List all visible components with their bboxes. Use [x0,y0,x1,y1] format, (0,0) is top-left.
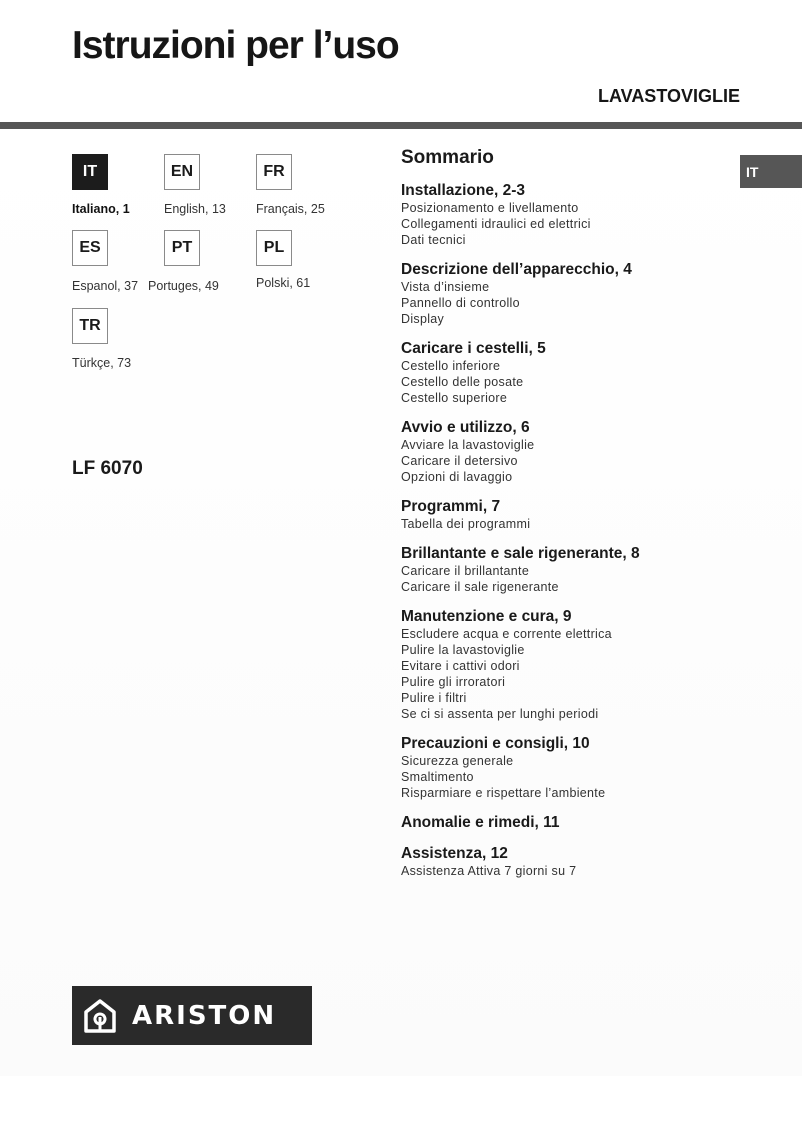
toc-item[interactable]: Collegamenti idraulici ed elettrici [401,217,591,231]
toc-item[interactable]: Evitare i cattivi odori [401,659,520,673]
lang-tab-tr[interactable] [72,308,108,344]
toc-item[interactable]: Opzioni di lavaggio [401,470,513,484]
lang-label-pl[interactable]: Polski, 61 [256,276,311,290]
toc-heading[interactable]: Assistenza, 12 [401,845,508,862]
toc-heading[interactable]: Manutenzione e cura, 9 [401,608,572,625]
toc-item[interactable]: Pulire la lavastoviglie [401,643,525,657]
lang-code: TR [79,317,101,334]
toc-item[interactable]: Avviare la lavastoviglie [401,438,535,452]
lang-tab-pl[interactable] [256,230,292,266]
lang-label-it[interactable]: Italiano, 1 [72,202,130,216]
toc-item[interactable]: Caricare il sale rigenerante [401,580,559,594]
toc-item[interactable]: Caricare il brillantante [401,564,530,578]
toc-section [401,260,731,327]
lang-label-es[interactable]: Espanol, 37 [72,279,139,293]
lang-tab-en[interactable] [164,154,200,190]
toc-section [401,844,731,879]
toc-section [401,544,731,595]
toc-heading[interactable]: Avvio e utilizzo, 6 [401,419,530,436]
page-title: Istruzioni per l’uso [72,24,399,67]
toc-heading[interactable]: Anomalie e rimedi, 11 [401,814,560,831]
header-divider [0,122,802,129]
toc-item[interactable]: Cestello delle posate [401,375,524,389]
toc-section [401,813,731,832]
model-number: LF 6070 [72,458,143,479]
toc-section [401,339,731,406]
toc-heading[interactable]: Installazione, 2-3 [401,182,526,199]
lang-code: PL [263,239,285,256]
toc-item[interactable]: Pulire i filtri [401,691,467,705]
toc-section [401,497,731,532]
toc-item[interactable]: Dati tecnici [401,233,466,247]
toc-heading[interactable]: Caricare i cestelli, 5 [401,340,546,357]
toc-heading[interactable]: Brillantante e sale rigenerante, 8 [401,545,640,562]
lang-label-en[interactable]: English, 13 [164,202,226,216]
toc-item[interactable]: Assistenza Attiva 7 giorni su 7 [401,864,577,878]
toc-item[interactable]: Caricare il detersivo [401,454,518,468]
table-of-contents [401,147,731,891]
toc-item[interactable]: Sicurezza generale [401,754,514,768]
toc-item[interactable]: Pulire gli irroratori [401,675,506,689]
lang-label-pt[interactable]: Portuges, 49 [148,279,219,293]
lang-code: IT [82,163,98,180]
lang-tab-fr[interactable] [256,154,292,190]
lang-code: EN [170,163,194,180]
toc-heading[interactable]: Descrizione dell’apparecchio, 4 [401,261,632,278]
lang-tab-pt[interactable] [164,230,200,266]
toc-item[interactable]: Risparmiare e rispettare l’ambiente [401,786,606,800]
toc-item[interactable]: Posizionamento e livellamento [401,201,579,215]
lang-code: FR [263,163,285,180]
toc-item[interactable]: Display [401,312,445,326]
lang-code: ES [79,239,101,256]
toc-title: Sommario [401,147,494,168]
toc-section [401,734,731,801]
toc-item[interactable]: Cestello inferiore [401,359,501,373]
toc-item[interactable]: Smaltimento [401,770,474,784]
toc-item[interactable]: Vista d’insieme [401,280,490,294]
toc-item[interactable]: Cestello superiore [401,391,508,405]
toc-heading[interactable]: Programmi, 7 [401,498,501,515]
side-language-tab[interactable]: IT [740,155,802,188]
lang-tab-it[interactable] [72,154,108,190]
toc-item[interactable]: Tabella dei programmi [401,517,531,531]
toc-item[interactable]: Pannello di controllo [401,296,520,310]
lang-label-tr[interactable]: Türkçe, 73 [72,356,132,370]
product-category: LAVASTOVIGLIE [597,86,740,106]
brand-logo [72,986,312,1045]
toc-item[interactable]: Se ci si assenta per lunghi periodi [401,707,599,721]
house-icon [84,999,116,1033]
lang-code: PT [171,239,193,256]
toc-heading[interactable]: Precauzioni e consigli, 10 [401,735,590,752]
toc-item[interactable]: Escludere acqua e corrente elettrica [401,627,612,641]
toc-section [401,418,731,485]
lang-tab-es[interactable] [72,230,108,266]
lang-label-fr[interactable]: Français, 25 [256,202,325,216]
toc-section [401,181,731,248]
toc-section [401,607,731,722]
brand-name: ARISTON [132,1000,277,1031]
